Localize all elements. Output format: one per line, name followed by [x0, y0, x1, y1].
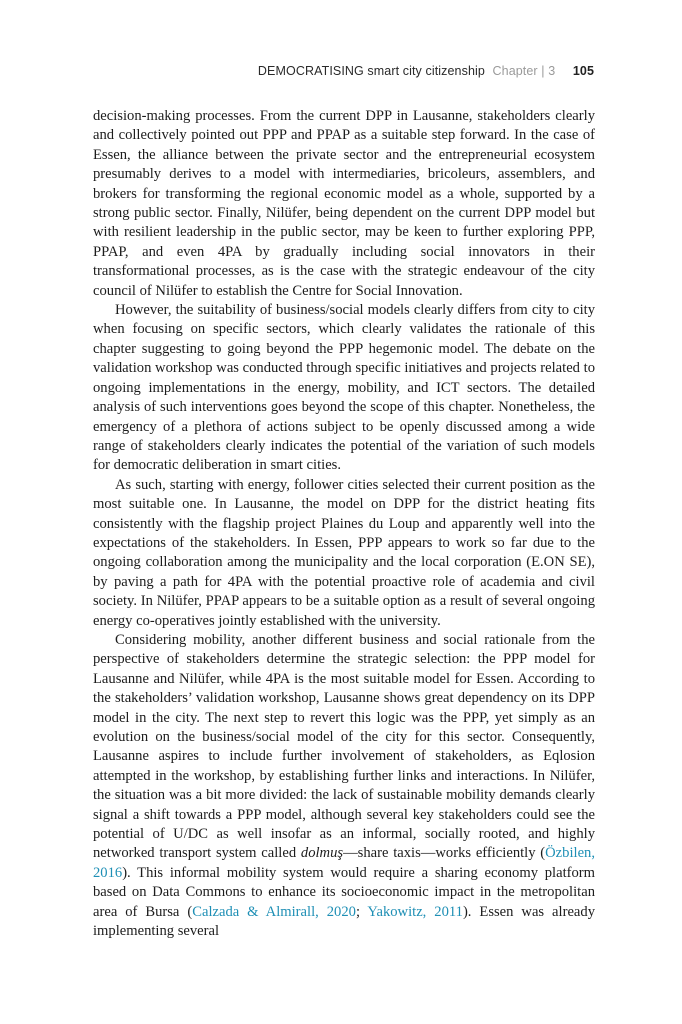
running-header	[93, 64, 594, 78]
citation-link-calzada[interactable]: Calzada & Almirall, 2020	[192, 903, 356, 920]
citation-link-yakowitz[interactable]: Yakowitz, 2011	[367, 903, 463, 920]
chapter-number: 3	[548, 64, 556, 78]
body-text	[93, 107, 595, 941]
paragraph-4-text-1: Considering mobility, another different business and social rationale from the perspective of stakeholders determine the strategic selection: the PPP model for Lausanne and Nilüfer, while 4PA is the most suitable model for Essen. According to the stakeholders’ validation workshop, Lausanne shows great dependency on its DPP model in the city. The next step to revert this logic was the PPP, yet simply as an evolution on the business/social model of the city for this sector. Consequently, Lausanne aspires to include further involvement of stakeholders, as Eqlosion attempted in the workshop, by establishing further links and interactions. In Nilüfer, the situation was a bit more divided: the lack of sustainable mobility demands clearly signal a shift towards a PPP model, although several key stakeholders could see the potential of U/DC as well insofar as an informal, socially rooted, and highly networked transport system called	[93, 631, 595, 862]
paragraph-4-text-3: ). This informal mobility system would require a sharing economy platform based on Data Commons to enhance its socioeconomic impact in the metropolitan area of Bursa (	[93, 864, 595, 920]
paragraph-4-text-2: —share taxis—works efficiently (	[343, 845, 546, 862]
paragraph-2: However, the suitability of business/social models clearly differs from city to city when focusing on specific sectors, which clearly validates the rationale of this chapter suggesting to going beyond the PPP hegemonic model. The debate on the validation workshop was conducted through specific initiatives and projects related to ongoing implementations in the energy, mobility, and ICT sectors. The detailed analysis of such interventions goes beyond the scope of this chapter. Nonetheless, the emergency of a plethora of actions subject to be openly discussed among a wide range of stakeholders clearly indicates the potential of the variation of such models for democratic deliberation in smart cities.	[93, 302, 595, 474]
page-number: 105	[572, 64, 594, 78]
paragraph-3: As such, starting with energy, follower cities selected their current position as the most suitable one. In Lausanne, the model on DPP for the district heating fits consistently with the flagship project Plaines du Loup and apparently well into the expectations of the stakeholders. In Essen, PPP appears to work so far due to the ongoing collaboration among the municipality and the local corporation (E.ON SE), by paving a path for 4PA with the potential proactive role of academia and civil society. In Nilüfer, PPAP appears to be a suitable option as a result of several ongoing energy co-operatives jointly established with the university.	[93, 476, 595, 629]
citation-link-ozbilen[interactable]: Özbilen, 2016	[93, 845, 595, 881]
header-separator: |	[541, 64, 545, 78]
term-dolmus: dolmuş	[300, 845, 344, 862]
paragraph-4	[93, 631, 595, 942]
paragraph-4-text-4: ;	[355, 903, 368, 920]
chapter-label: Chapter	[492, 64, 538, 78]
paragraph-4-text-5: ). Essen was already implementing several	[93, 903, 595, 940]
book-title: DEMOCRATISING smart city citizenship	[257, 64, 485, 78]
paragraph-1: decision-making processes. From the current DPP in Lausanne, stakeholders clearly and collectively pointed out PPP and PPAP as a suitable step forward. In the case of Essen, the alliance between the private sector and the entrepreneurial ecosystem presumably derives to a model with intermediaries, bricoleurs, assemblers, and brokers for transforming the regional economic model as a whole, supported by a strong public sector. Finally, Nilüfer, being dependent on the current DPP model but with resilient leadership in the public sector, may be keen to further exploring PPP, PPAP, and even 4PA by gradually including social innovators in their transformational processes, as is the case with the strategic endeavour of the city council of Nilüfer to establish the Centre for Social Innovation.	[93, 108, 595, 299]
